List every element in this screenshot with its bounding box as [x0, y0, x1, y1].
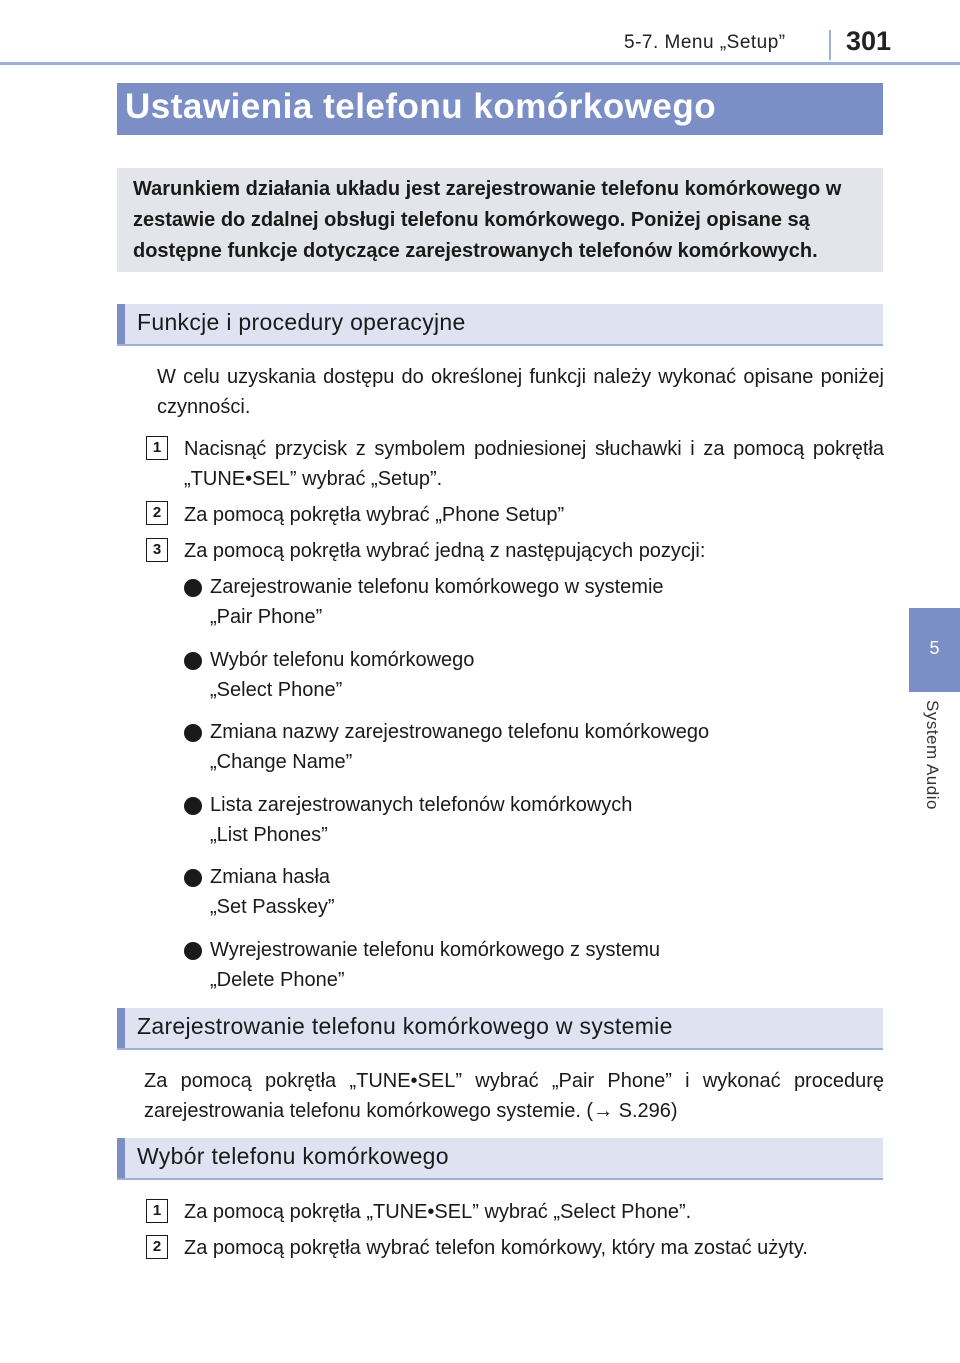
- bullet-dot: [184, 579, 202, 597]
- option-name: „Pair Phone”: [210, 606, 323, 628]
- option-name: „List Phones”: [210, 824, 328, 846]
- section1-lead: W celu uzyskania dostępu do określonej funkcji należy wykonać opisane poniżej czynności.: [157, 366, 884, 418]
- chapter-label-container: [908, 700, 942, 830]
- option-description: Zmiana hasła: [210, 866, 331, 888]
- step-number-badge: 1: [146, 1199, 168, 1223]
- header-separator: [829, 30, 831, 60]
- option-description: Lista zarejestrowanych telefonów komórkowych: [210, 794, 633, 816]
- step-text: Za pomocą pokrętła wybrać telefon komórkowy, który ma zostać użyty.: [184, 1237, 808, 1259]
- bullet-dot: [184, 797, 202, 815]
- step-text: Nacisnąć przycisk z symbolem podniesionej słuchawki i za pomocą pokrętła „TUNE•SEL” wybrać „Setup”.: [184, 438, 884, 490]
- step-text: Za pomocą pokrętła wybrać „Phone Setup”: [184, 504, 565, 526]
- option-description: Zarejestrowanie telefonu komórkowego w systemie: [210, 576, 664, 598]
- step-number-badge: 3: [146, 538, 168, 562]
- option-name: „Set Passkey”: [210, 896, 335, 918]
- option-description: Wyrejestrowanie telefonu komórkowego z systemu: [210, 939, 661, 961]
- option-description: Zmiana nazwy zarejestrowanego telefonu komórkowego: [210, 721, 710, 743]
- section-heading-text: Funkcje i procedury operacyjne: [137, 309, 466, 335]
- page-title-bar: [117, 83, 883, 135]
- intro-box: [117, 168, 883, 272]
- bullet-dot: [184, 652, 202, 670]
- bullet-dot: [184, 724, 202, 742]
- chapter-tab: [909, 608, 960, 692]
- page-title: Ustawienia telefonu komórkowego: [125, 87, 717, 126]
- option-name: „Select Phone”: [210, 679, 343, 701]
- option-description: Wybór telefonu komórkowego: [210, 649, 475, 671]
- chapter-number: 5: [929, 638, 940, 658]
- option-name: „Change Name”: [210, 751, 353, 773]
- intro-text: Warunkiem działania układu jest zarejestrowanie telefonu komórkowego w zestawie do zdalnej obsługi telefonu komórkowego. Poniżej opisane są dostępne funkcje dotyczące zarejestrowanych telefonów komórkowych.: [133, 178, 842, 262]
- section-heading-select-phone: [117, 1138, 883, 1180]
- running-header-section: 5-7. Menu „Setup”: [624, 32, 786, 53]
- step-text: Za pomocą pokrętła wybrać jedną z następujących pozycji:: [184, 540, 706, 562]
- bullet-dot: [184, 869, 202, 887]
- section-heading-functions: [117, 304, 883, 346]
- chapter-label: System Audio: [923, 700, 942, 810]
- step-number-badge: 2: [146, 501, 168, 525]
- option-name: „Delete Phone”: [210, 969, 345, 991]
- page-number: 301: [846, 26, 892, 56]
- section-heading-text: Wybór telefonu komórkowego: [137, 1143, 449, 1169]
- section-heading-text: Zarejestrowanie telefonu komórkowego w systemie: [137, 1013, 673, 1039]
- step-number-badge: 2: [146, 1235, 168, 1259]
- header-rule: [0, 62, 960, 65]
- step-text: Za pomocą pokrętła „TUNE•SEL” wybrać „Select Phone”.: [184, 1201, 692, 1223]
- section2-text: Za pomocą pokrętła „TUNE•SEL” wybrać „Pair Phone” i wykonać procedurę zarejestrowania telefonu komórkowego systemie. (→ S.296): [144, 1070, 884, 1122]
- bullet-dot: [184, 942, 202, 960]
- section-heading-pair-phone: [117, 1008, 883, 1050]
- step-number-badge: 1: [146, 436, 168, 460]
